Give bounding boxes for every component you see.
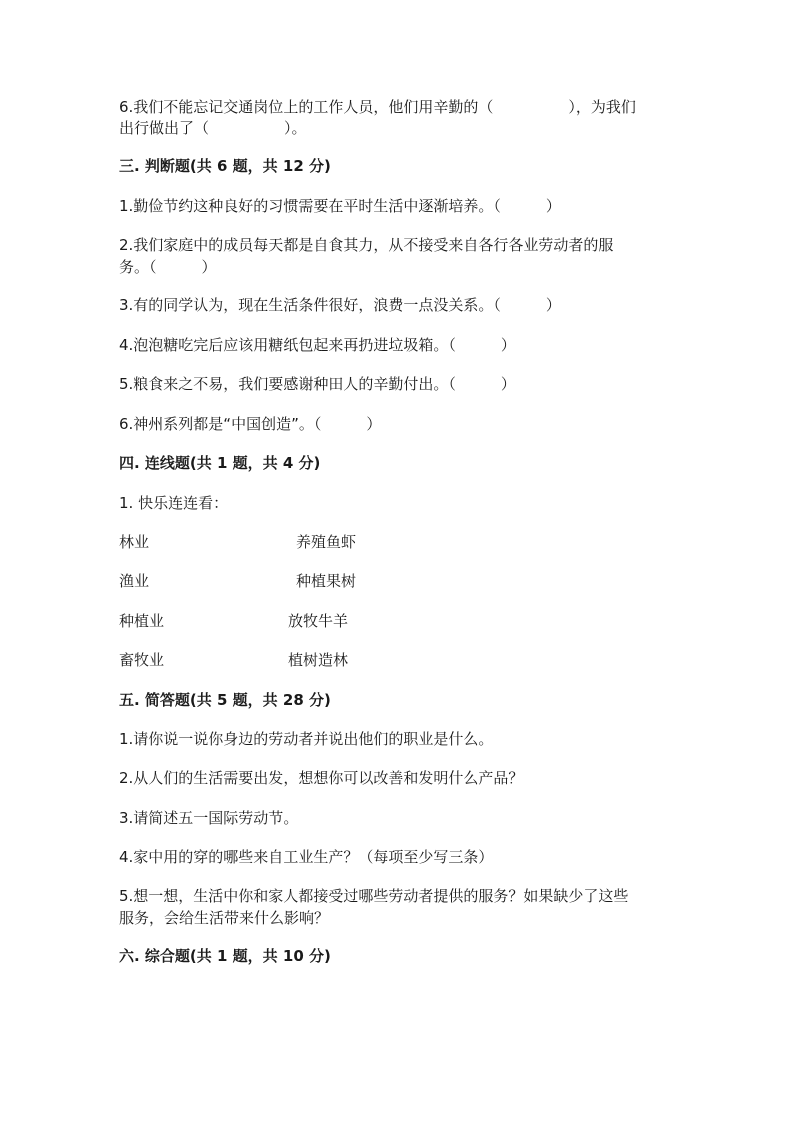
judge-question-1: 1.勤俭节约这种良好的习惯需要在平时生活中逐渐培养。（ ） xyxy=(119,197,561,215)
judge-question-3: 3.有的同学认为，现在生活条件很好，浪费一点没关系。（ ） xyxy=(119,296,561,314)
matching-left-item: 畜牧业 xyxy=(119,651,165,669)
section-4-heading: 四. 连线题(共 1 题，共 4 分) xyxy=(119,454,321,472)
matching-left-item: 种植业 xyxy=(119,612,165,630)
matching-right-item: 植树造林 xyxy=(288,651,349,669)
section-6-heading: 六. 综合题(共 1 题，共 10 分) xyxy=(119,947,331,965)
short-answer-4: 4.家中用的穿的哪些来自工业生产？（每项至少写三条） xyxy=(119,848,494,866)
judge-question-2-line-2: 务。（ ） xyxy=(119,258,217,276)
short-answer-5-line-2: 服务，会给生活带来什么影响？ xyxy=(119,909,330,927)
section-3-heading: 三. 判断题(共 6 题，共 12 分) xyxy=(119,157,331,175)
question-6-line-2: 出行做出了（ ）。 xyxy=(119,119,307,137)
short-answer-5-line-1: 5.想一想，生活中你和家人都接受过哪些劳动者提供的服务？如果缺少了这些 xyxy=(119,887,629,905)
matching-left-item: 林业 xyxy=(119,533,150,551)
matching-right-item: 养殖鱼虾 xyxy=(296,533,357,551)
matching-intro: 1. 快乐连连看： xyxy=(119,494,229,512)
short-answer-2: 2.从人们的生活需要出发，想想你可以改善和发明什么产品？ xyxy=(119,769,524,787)
short-answer-1: 1.请你说一说你身边的劳动者并说出他们的职业是什么。 xyxy=(119,730,494,748)
judge-question-4: 4.泡泡糖吃完后应该用糖纸包起来再扔进垃圾箱。（ ） xyxy=(119,336,516,354)
judge-question-2-line-1: 2.我们家庭中的成员每天都是自食其力，从不接受来自各行各业劳动者的服 xyxy=(119,236,614,254)
short-answer-3: 3.请简述五一国际劳动节。 xyxy=(119,809,299,827)
matching-right-item: 种植果树 xyxy=(296,572,357,590)
judge-question-5: 5.粮食来之不易，我们要感谢种田人的辛勤付出。（ ） xyxy=(119,375,516,393)
question-6-line-1: 6.我们不能忘记交通岗位上的工作人员，他们用辛勤的（ ），为我们 xyxy=(119,98,636,116)
matching-right-item: 放牧牛羊 xyxy=(288,612,349,630)
matching-left-item: 渔业 xyxy=(119,572,150,590)
section-5-heading: 五. 简答题(共 5 题，共 28 分) xyxy=(119,691,331,709)
judge-question-6: 6.神州系列都是“中国创造”。（ ） xyxy=(119,415,382,433)
